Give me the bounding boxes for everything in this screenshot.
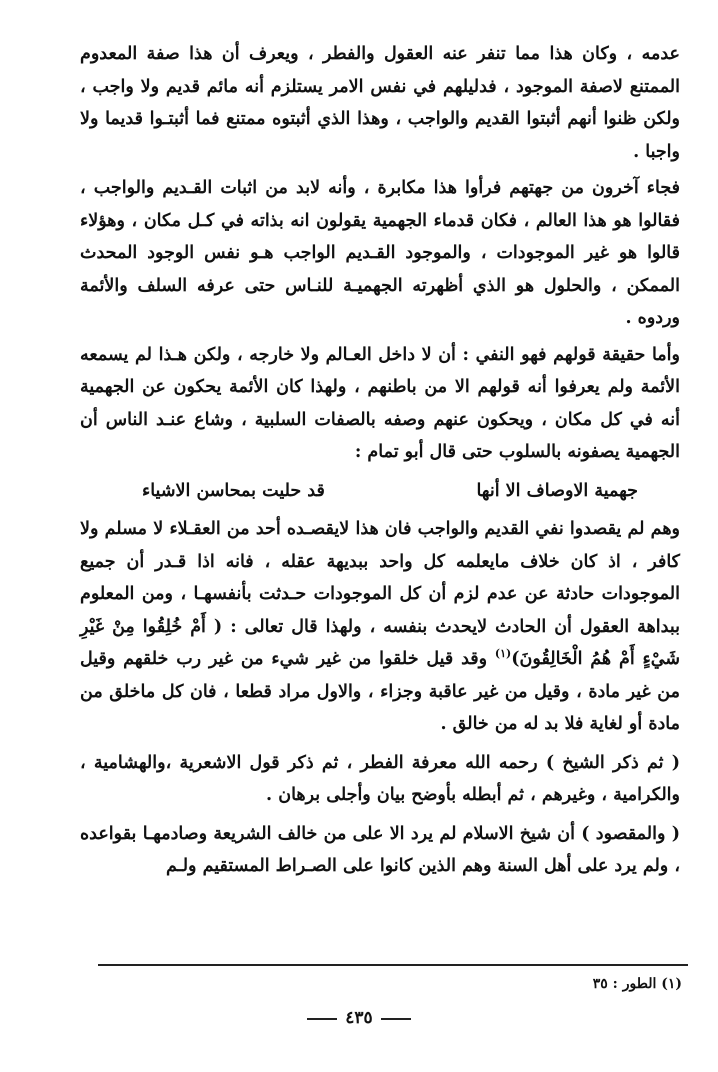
page-number-value: ٤٣٥ [345, 1008, 373, 1028]
page-number-dash-right [307, 1018, 337, 1020]
paragraph-4-text-b: وقد قيل خلقوا من غير شيء من غير رب خلقهم وقيل من غير مادة ، وقيل من غير عاقبة وجزاء ، والاول مراد قطعا ، فان كل ماخلق من مادة أو لغاية فلا بد له من خالق . [80, 649, 680, 734]
footnote-divider [98, 964, 688, 966]
paragraph-4 [80, 513, 680, 741]
poem-verse [80, 475, 680, 508]
page-number [0, 1008, 718, 1028]
footnote-text: (١) الطور : ٣٥ [592, 976, 682, 992]
footnote-reference: (١) [494, 647, 512, 661]
paragraph-6: ( والمقصود ) أن شيخ الاسلام لم يرد الا على من خالف الشريعة وصادمهـا بقواعده ، ولم يرد على أهل السنة وهم الذين كانوا على الصـراط المستقيم ولـم [80, 823, 680, 876]
paragraph-2: فجاء آخرون من جهتهم فرأوا هذا مكابرة ، وأنه لابد من اثبات القـديم والواجب ، فقالوا هو هذا العالم ، فكان قدماء الجهمية يقولون انه بذاته في كـل مكان ، وهؤلاء قالوا هو غير الموجودات ، والموجود القـديم الواجب هـو نفس الوجود المحدث الممكن ، والحلول هو الذي أظهرته الجهميـة للنـاس حتى عرفه السلف والأئمة وردوه . [80, 178, 680, 328]
footnote-area [72, 964, 688, 992]
paragraph-3: وأما حقيقة قولهم فهو النفي : أن لا داخل العـالم ولا خارجه ، ولكن هـذا لم يسمعه الأئمة ولم يعرفوا أنه قولهم الا من باطنهم ، ولهذا كان الأئمة يحكون عن الجهمية أنه في كل مكان ، ويحكون عنهم وصفه بالصفات السلبية ، وشاع عنـد الناس أن الجهمية يصفونه بالسلوب حتى قال أبو تمام : [80, 344, 680, 462]
paragraph-4-text-a: وهم لم يقصدوا نفي القديم والواجب فان هذا لايقصـده أحد من العقـلاء لا مسلم ولا كافر ، اذ كان خلاف مايعلمه كل واحد ببديهة عقله ، فانه اذا قـدر أن جميع الموجودات حادثة عن عدم لزم أن كل الموجودات حـدثت بأنفسهـا ، ومن المعلوم ببداهة العقول أن الحادث لايحدث بنفسه ، ولهذا قال تعالى : ( أَمْ خُلِقُوا مِنْ غَيْرِ شَيْءٍ أَمْ هُمُ الْخَالِقُونَ) [80, 519, 680, 669]
paragraph-5: ( ثم ذكر الشيخ ) رحمه الله معرفة الفطر ، ثم ذكر قول الاشعرية ،والهشامية ، والكرامية ، وغيرهم ، ثم أبطله بأوضح بيان وأجلى برهان . [80, 752, 680, 805]
paragraph-1: عدمه ، وكان هذا مما تنفر عنه العقول والفطر ، ويعرف أن هذا صفة المعدوم الممتنع لاصفة الموجود ، فدليلهم في نفس الامر يستلزم أنه مائم قديم ولا واجب ، ولكن ظنوا أنهم أثبتوا القديم والواجب ، وهذا الذي أثبتوه ممتنع فما أثبتـوا قديما ولا واجبا . [80, 44, 680, 162]
verse-first-hemistich: جهمية الاوصاف الا أنها [476, 480, 638, 501]
verse-second-hemistich: قد حليت بمحاسن الاشياء [142, 480, 325, 501]
page-body [80, 38, 680, 883]
page-number-dash-left [381, 1018, 411, 1020]
